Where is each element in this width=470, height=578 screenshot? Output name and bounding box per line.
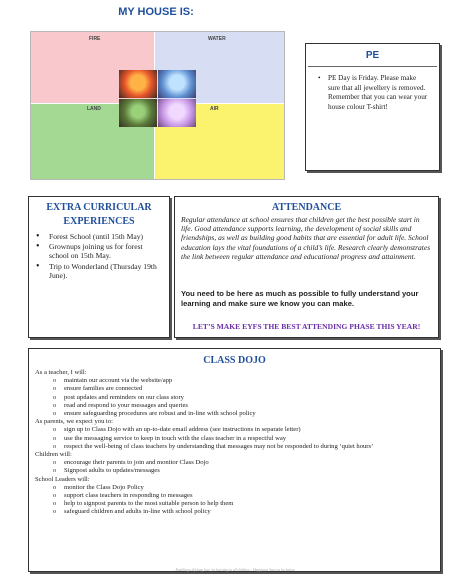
- pe-box: [305, 43, 440, 171]
- footer-text: Enabling a lifelong love for learning in all children – Happiness Success Inclusion: [175, 568, 295, 572]
- air-label: AIR: [210, 106, 219, 112]
- dojo-section-heading: As parents, we expect you to:: [35, 418, 114, 426]
- extra-curricular-box: [28, 196, 170, 338]
- dojo-item: o support class teachers in responding to messages: [35, 492, 435, 500]
- dojo-item: o sign up to Class Dojo with an up-to-date email address (see instructions in separate letter): [35, 426, 435, 434]
- dojo-section-heading: As a teacher, I will:: [35, 369, 87, 376]
- dojo-item: o ensure families are connected: [35, 385, 435, 393]
- dojo-leaders-list: [35, 484, 435, 517]
- class-dojo-box: [28, 348, 441, 572]
- extra-item: • Trip to Wonderland (Thursday 19th June).: [49, 262, 161, 280]
- attendance-italic-text: Regular attendance at school ensures that children get the best possible start in life. Good attendance supports learning, the development of social skills and friendships, as well as building good habits that are essential for adult life. School education lays the vital foundations of a child’s life. Research clearly demonstrates the link between regular attendance and educational progress and attainment.: [181, 215, 431, 261]
- extra-curricular-list: [49, 232, 161, 281]
- dojo-item: o maintain our account via the website/app: [35, 377, 435, 385]
- fire-label: FIRE: [89, 36, 101, 42]
- class-dojo-content: [35, 369, 435, 517]
- dojo-item: o encourage their parents to join and monitor Class Dojo: [35, 459, 435, 467]
- dojo-item: o monitor the Class Dojo Policy: [35, 484, 435, 492]
- dojo-item: o post updates and reminders on our class story: [35, 394, 435, 402]
- dojo-item: o respect the well-being of class teachers by understanding that messages may not be responded to during ‘quiet hours’: [35, 443, 435, 451]
- dojo-teacher-list: [35, 377, 435, 418]
- pe-text: • PE Day is Friday. Please make sure that all jewellery is removed. Remember that you can wear your house colour T-shirt!: [328, 74, 428, 112]
- extra-item: • Grownups joining us for forest school on 15th May.: [49, 242, 161, 260]
- land-character-image: [119, 99, 157, 127]
- elemental-characters-image: [119, 70, 197, 128]
- dojo-item: o read and respond to your messages and queries: [35, 402, 435, 410]
- extra-curricular-title: EXTRA CURRICULAR EXPERIENCES: [46, 202, 152, 227]
- class-dojo-title: CLASS DOJO: [203, 355, 266, 366]
- dojo-item: o use the messaging service to keep in touch with the class teacher in a respectful way: [35, 435, 435, 443]
- pe-divider: [308, 66, 437, 67]
- dojo-item: o ensure safeguarding procedures are robust and in-line with school policy: [35, 410, 435, 418]
- dojo-children-list: [35, 459, 435, 475]
- fire-character-image: [119, 70, 157, 98]
- dojo-section-heading: Children will:: [35, 451, 72, 459]
- land-label: LAND: [87, 106, 101, 112]
- dojo-section-heading: School Leaders will:: [35, 475, 90, 483]
- house-title: MY HOUSE IS:: [118, 6, 194, 18]
- water-label: WATER: [208, 36, 226, 42]
- attendance-title: ATTENDANCE: [271, 202, 342, 213]
- water-character-image: [158, 70, 196, 98]
- extra-item: • Forest School (until 15th May): [49, 232, 161, 241]
- house-grid: [30, 31, 285, 180]
- pe-title: PE: [365, 50, 380, 61]
- dojo-item: o help to signpost parents to the most suitable person to help them: [35, 500, 435, 508]
- dojo-item: o safeguard children and adults in-line with school policy: [35, 508, 435, 516]
- air-character-image: [158, 99, 196, 127]
- dojo-parents-list: [35, 426, 435, 451]
- attendance-bold-text: You need to be here as much as possible to fully understand your learning and make sure we know you can make.: [181, 289, 419, 308]
- attendance-box: [174, 196, 439, 338]
- attendance-highlight: LET’S MAKE EYFS THE BEST ATTENDING PHASE THIS YEAR!: [192, 322, 421, 331]
- dojo-item: o Signpost adults to updates/messages: [35, 467, 435, 475]
